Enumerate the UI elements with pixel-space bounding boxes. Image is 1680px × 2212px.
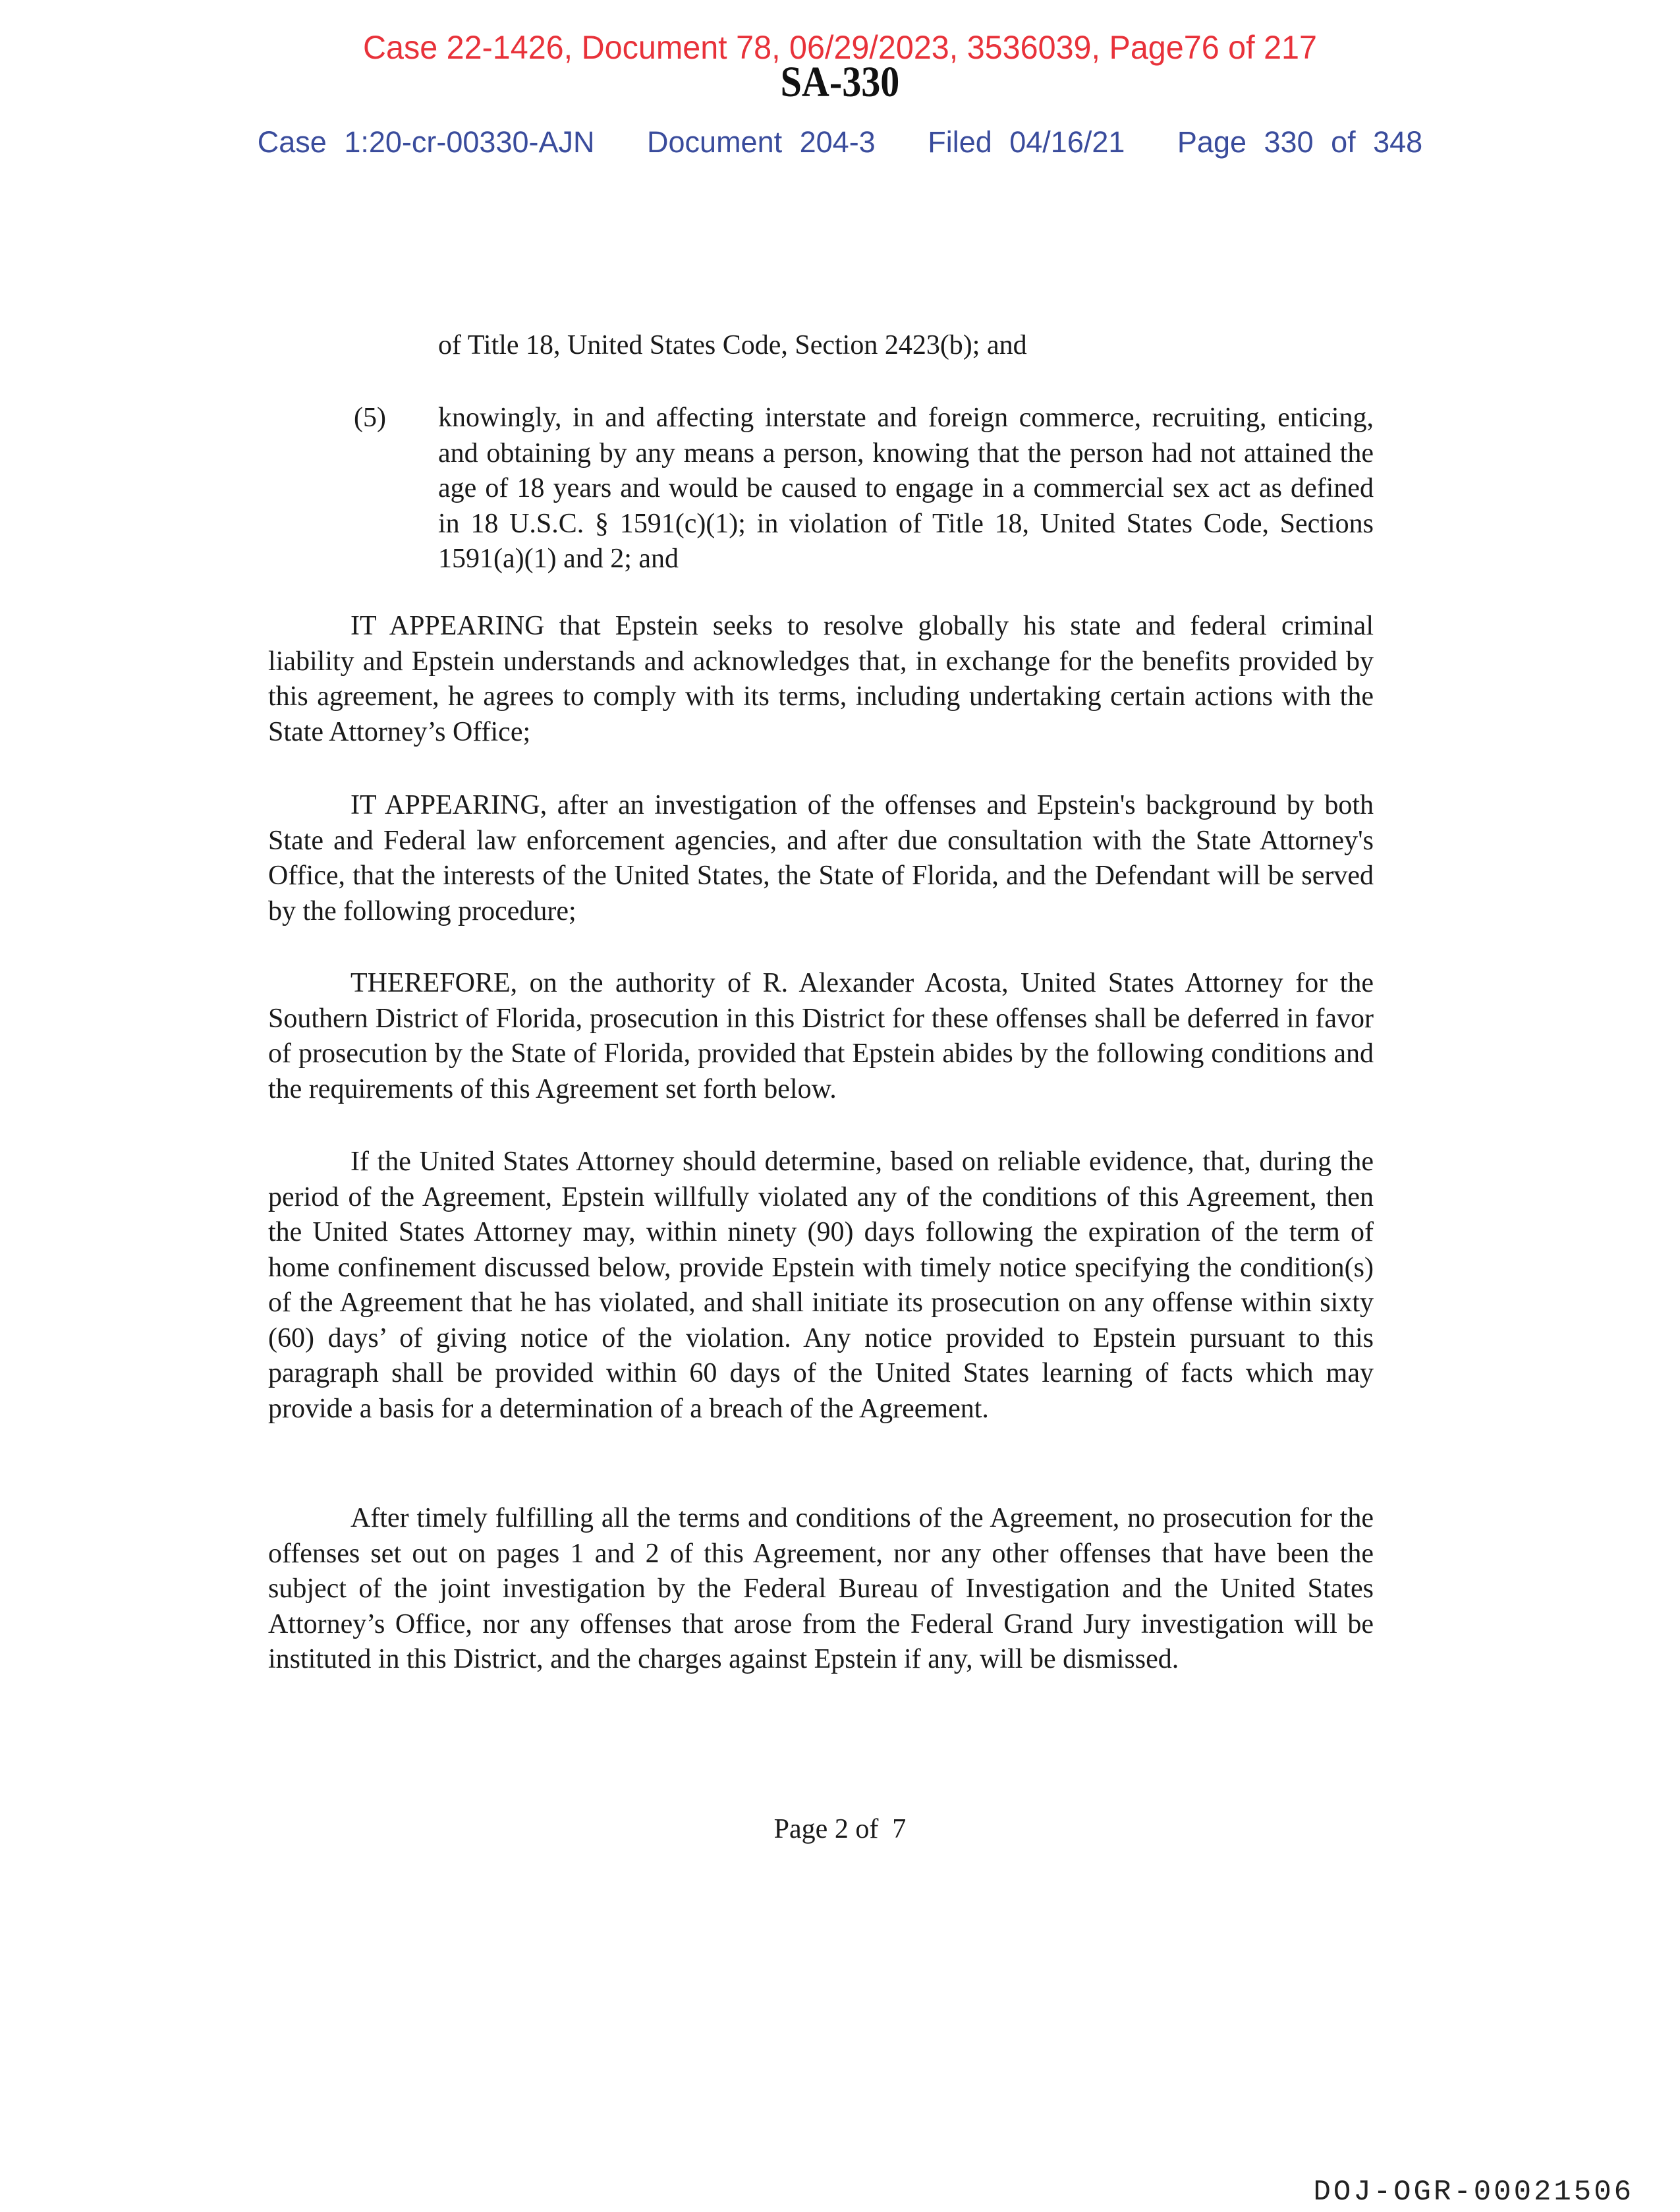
page-number: Page 2 of 7 [773,1814,907,1844]
bates-number: DOJ-OGR-00021506 [1313,2176,1634,2209]
list-item-number: (5) [354,403,386,433]
district-case-stamp: Case 1:20-cr-00330-AJN Document 204-3 Filed 04/16/21 Page 330 of 348 [257,125,1423,159]
appellate-case-stamp: Case 22-1426, Document 78, 06/29/2023, 3536039, Page76 of 217 [362,29,1318,66]
list-item-text: knowingly, in and affecting interstate and foreign commerce, recruiting, enticing, and obtaining by any means a person, knowing that the person had not attained the age of 18 years and would be caused to engage in a commercial sex act as defined in 18 U.S.C. § 1591(c)(1); in violation of Title 18, United States Code, Sections 1591(a)(1) and 2; and [438,403,1374,574]
paragraph-it-appearing-1: IT APPEARING that Epstein seeks to resolve globally his state and federal criminal liability and Epstein understands and acknowledges that, in exchange for the benefits provided by this agreement, he agrees to comply with its terms, including undertaking certain actions with the State Attorney’s Office; [268,611,1374,747]
appendix-page-number: SA-330 [780,58,900,106]
continuation-line: of Title 18, United States Code, Section 2423(b); and [438,330,1027,360]
paragraph-fulfillment: After timely fulfilling all the terms and conditions of the Agreement, no prosecution for the offenses set out on pages 1 and 2 of this Agreement, nor any other offenses that have been the subject of the joint investigation by the Federal Bureau of Investigation and the United States Attorney’s Office, nor any offenses that arose from the Federal Grand Jury investigation will be instituted in this District, and the charges against Epstein if any, will be dismissed. [268,1503,1374,1674]
paragraph-therefore: THEREFORE, on the authority of R. Alexander Acosta, United States Attorney for the Southern District of Florida, prosecution in this District for these offenses shall be deferred in favor of prosecution by the State of Florida, provided that Epstein abides by the following conditions and the requirements of this Agreement set forth below. [268,968,1374,1104]
paragraph-breach-conditions: If the United States Attorney should determine, based on reliable evidence, that, during the period of the Agreement, Epstein willfully violated any of the conditions of this Agreement, then the United States Attorney may, within ninety (90) days following the expiration of the term of home confinement discussed below, provide Epstein with timely notice specifying the condition(s) of the Agreement that he has violated, and shall initiate its prosecution on any offense within sixty (60) days’ of giving notice of the violation. Any notice provided to Epstein pursuant to this paragraph shall be provided within 60 days of the United States learning of facts which may provide a basis for a determination of a breach of the Agreement. [268,1147,1374,1424]
paragraph-it-appearing-2: IT APPEARING, after an investigation of the offenses and Epstein's background by both State and Federal law enforcement agencies, and after due consultation with the State Attorney's Office, that the interests of the United States, the State of Florida, and the Defendant will be served by the following procedure; [268,790,1374,926]
